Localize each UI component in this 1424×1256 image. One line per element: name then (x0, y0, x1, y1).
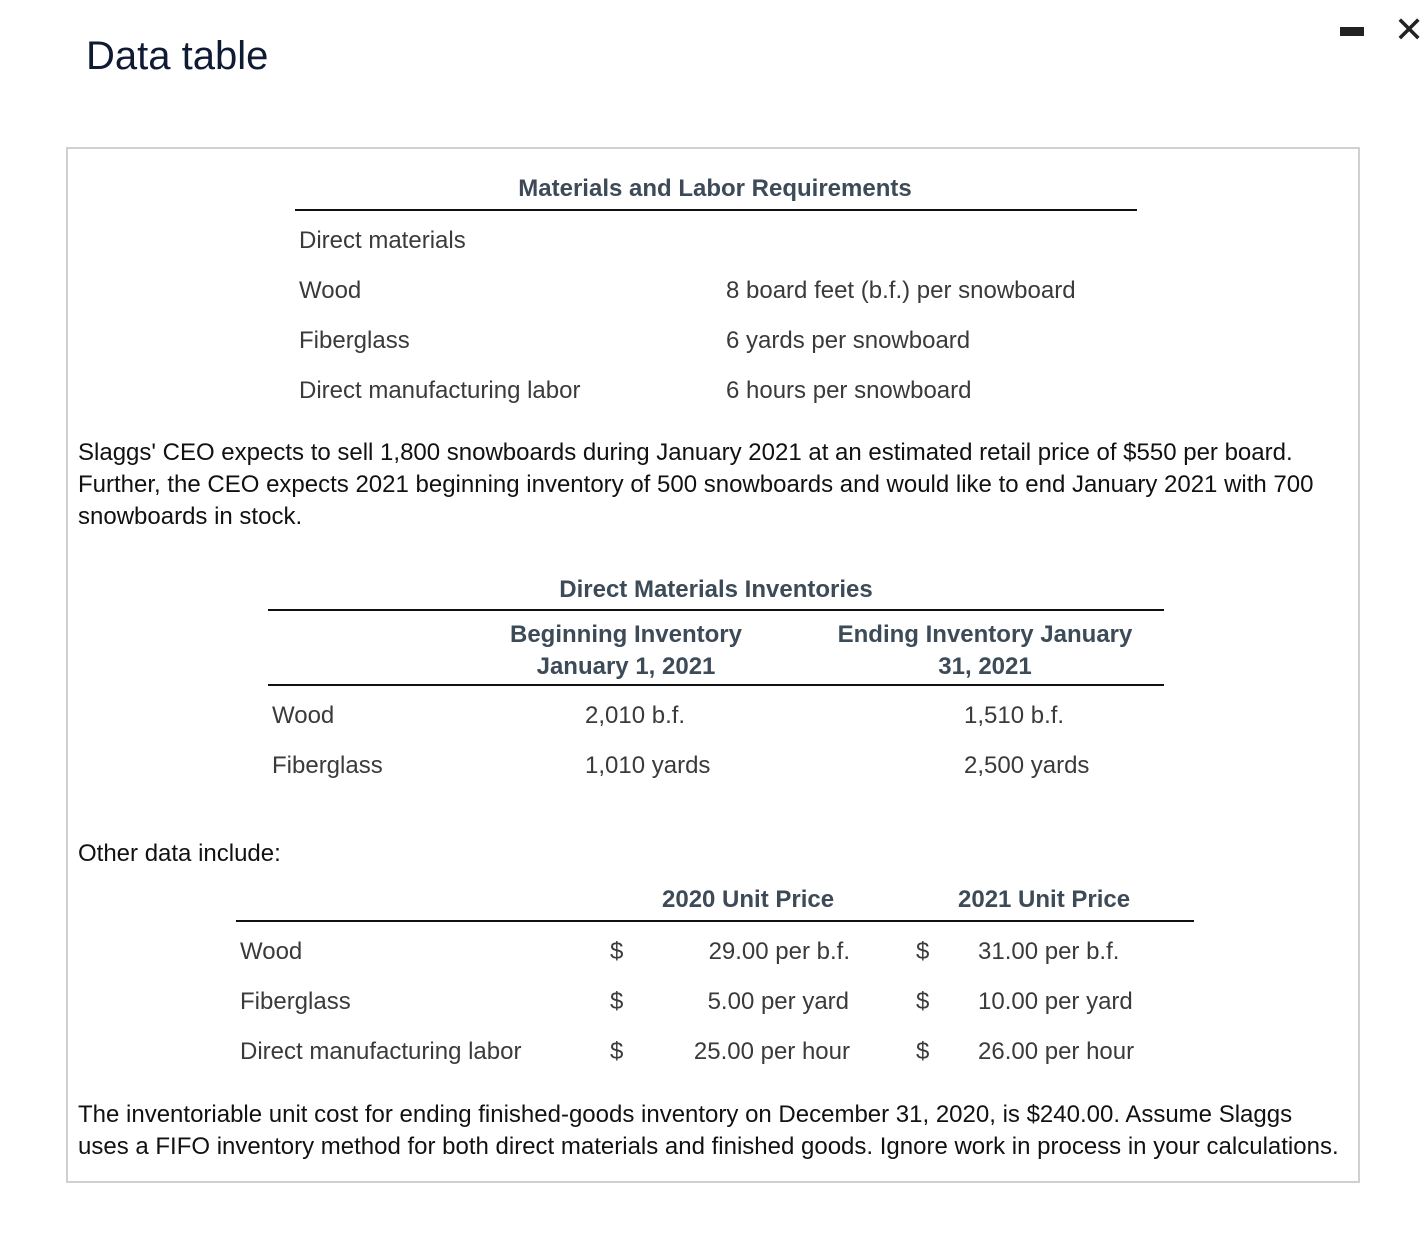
currency-symbol: $ (610, 938, 624, 965)
requirements-heading: Materials and Labor Requirements (518, 175, 912, 202)
data-table-panel (66, 147, 1360, 1183)
price-2020-value: 5.00 per yard (707, 988, 849, 1015)
currency-symbol: $ (610, 1038, 624, 1065)
other-data-label: Other data include: (78, 840, 281, 867)
inv-row-begin: 1,010 yards (585, 752, 711, 779)
requirements-rule (295, 209, 1137, 211)
price-row-label: Fiberglass (240, 988, 351, 1015)
inv-row-end: 1,510 b.f. (964, 702, 1065, 729)
inv-row-label: Wood (272, 702, 335, 729)
inventories-top-rule (268, 609, 1164, 611)
req-row-label: Direct manufacturing labor (299, 377, 581, 404)
price-2020-header: 2020 Unit Price (662, 886, 835, 913)
price-2021-value: 10.00 per yard (978, 988, 1133, 1015)
scenario-paragraph: Slaggs' CEO expects to sell 1,800 snowboards during January 2021 at an estimated retail price of $550 per board. Further, the CEO expects 2021 beginning inventory of 500 snowboards and would like to end January 2021 with 700 snowboards in stock. (78, 439, 1314, 530)
header-line: January 1, 2021 (536, 653, 716, 680)
price-2021-header: 2021 Unit Price (958, 886, 1131, 913)
currency-symbol: $ (610, 988, 624, 1015)
window-title: Data table (86, 34, 269, 78)
price-row-label: Wood (240, 938, 303, 965)
direct-materials-label: Direct materials (299, 227, 466, 254)
price-2020-value: 25.00 per hour (693, 1038, 850, 1065)
inventories-header-rule (268, 684, 1164, 686)
minimize-icon[interactable] (1340, 27, 1364, 36)
currency-symbol: $ (916, 938, 930, 965)
inv-row-end: 2,500 yards (964, 752, 1090, 779)
price-row-label: Direct manufacturing labor (240, 1038, 522, 1065)
price-2021-value: 31.00 per b.f. (978, 938, 1120, 965)
req-row-value: 6 yards per snowboard (726, 327, 971, 354)
header-line: Beginning Inventory (509, 621, 742, 648)
close-icon[interactable]: ✕ (1394, 9, 1424, 50)
currency-symbol: $ (916, 988, 930, 1015)
header-line: Ending Inventory January (837, 621, 1133, 648)
beginning-inventory-header (478, 619, 774, 683)
ending-inventory-header (812, 619, 1158, 683)
header-line: 31, 2021 (938, 653, 1032, 680)
assumptions-paragraph: The inventoriable unit cost for ending finished-goods inventory on December 31, 2020, is $240.00. Assume Slaggs uses a FIFO inventory method for both direct materials and finished goods. Ignore work in process in your calculations. (78, 1101, 1339, 1160)
req-row-value: 8 board feet (b.f.) per snowboard (726, 277, 1076, 304)
currency-symbol: $ (916, 1038, 930, 1065)
inv-row-begin: 2,010 b.f. (585, 702, 686, 729)
price-2020-value: 29.00 per b.f. (708, 938, 850, 965)
price-2021-value: 26.00 per hour (978, 1038, 1135, 1065)
req-row-label: Wood (299, 277, 362, 304)
req-row-value: 6 hours per snowboard (726, 377, 972, 404)
req-row-label: Fiberglass (299, 327, 410, 354)
prices-rule (236, 920, 1194, 922)
inv-row-label: Fiberglass (272, 752, 383, 779)
inventories-heading: Direct Materials Inventories (559, 576, 873, 603)
